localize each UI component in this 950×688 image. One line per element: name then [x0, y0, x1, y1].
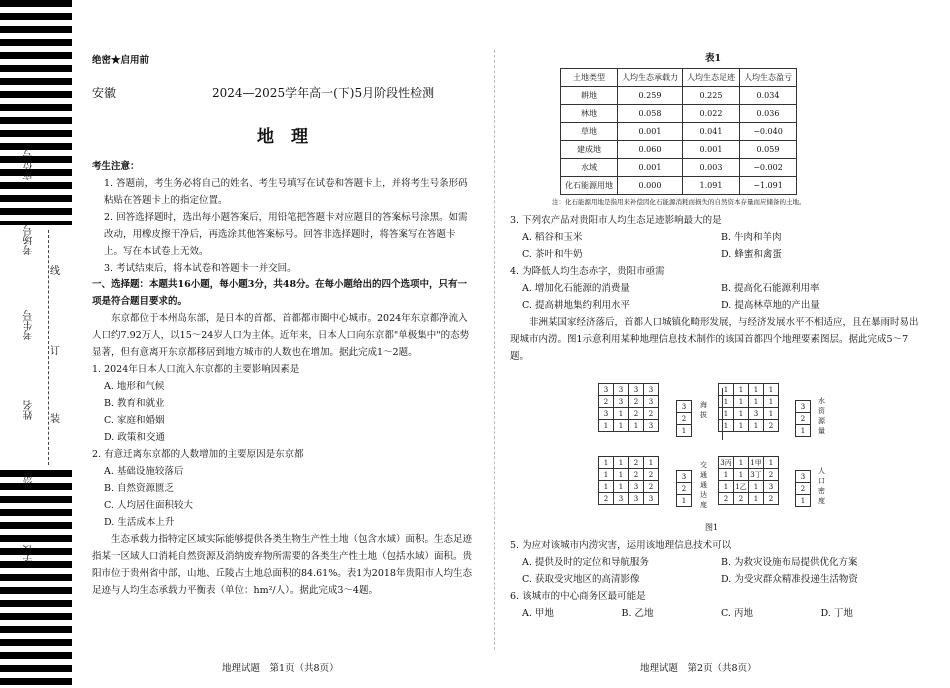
- q1-option-b[interactable]: B. 教育和就业: [104, 398, 165, 409]
- traffic-grid: [598, 456, 659, 505]
- table-row: 耕地 0.259 0.225 0.034: [561, 87, 797, 105]
- water-label: 水资源量: [818, 397, 825, 435]
- elevation-legend: [676, 400, 692, 437]
- page-2: [510, 0, 930, 688]
- grid-cell: 1: [719, 481, 734, 493]
- q1-option-a[interactable]: A. 地形和气候: [104, 381, 165, 392]
- grid-cell: 1: [764, 408, 779, 420]
- column-divider: [494, 50, 495, 650]
- grid-cell: 1: [734, 469, 749, 481]
- grid-cell: 2: [599, 493, 614, 505]
- q3-option-d[interactable]: D. 蜂蜜和禽蛋: [721, 249, 782, 260]
- legend-cell: 2: [677, 483, 692, 495]
- legend-cell: 1: [677, 425, 692, 437]
- legend-cell: 1: [796, 425, 811, 437]
- grid-cell: 2: [734, 493, 749, 505]
- grid-cell: 1: [734, 408, 749, 420]
- table-title: 表1: [705, 53, 722, 64]
- grid-cell: 2: [629, 469, 644, 481]
- q3-option-a[interactable]: A. 稻谷和玉米: [522, 232, 583, 243]
- grid-cell: 1: [764, 396, 779, 408]
- notice-item: 2. 回答选择题时，选出每小题答案后，用铅笔把答题卡对应题目的答案标号涂黑。如需改动，用橡皮擦干净后，再选涂其他答案标号。回答非选择题时，将答案写在答题卡上。写在本试卷上无效。: [104, 212, 468, 257]
- grid-cell: 3: [614, 493, 629, 505]
- q4-option-d[interactable]: D. 提高林草地的产出量: [721, 300, 820, 311]
- grid-cell: 3: [644, 420, 659, 432]
- grid-row: [719, 481, 779, 493]
- grid-row: [599, 384, 659, 396]
- q3-option-c[interactable]: C. 茶叶和牛奶: [522, 249, 583, 260]
- page-1: [92, 0, 482, 688]
- grid-cell: 1: [599, 469, 614, 481]
- table-note: 注：化石能源用地是指用来补偿因化石能源消耗而损失的自然资本存量而应储备的土地。: [552, 198, 806, 206]
- legend-cell: 3: [677, 471, 692, 483]
- grid-cell: 1: [734, 396, 749, 408]
- grid-cell: 1: [614, 408, 629, 420]
- grid-cell: 2: [644, 408, 659, 420]
- table-header: 人均生态足迹: [683, 69, 740, 87]
- grid-row: [599, 457, 659, 469]
- q5-option-b[interactable]: B. 为救灾设施布局提供优化方案: [721, 557, 858, 568]
- grid-row: [719, 457, 779, 469]
- grid-cell: 2: [599, 396, 614, 408]
- grid-row: [719, 469, 779, 481]
- population-grid: [718, 456, 779, 505]
- grid-cell: 1: [614, 457, 629, 469]
- question-3: 3. 下列农产品对贵阳市人均生态足迹影响最大的是: [510, 215, 722, 226]
- q1-option-d[interactable]: D. 政策和交通: [104, 432, 165, 443]
- student-number-label: 考生号: [24, 310, 35, 340]
- grid-cell: 1: [749, 384, 764, 396]
- table-row: 化石能源用地 0.000 1.091 −1.091: [561, 177, 797, 195]
- grid-cell: 3: [629, 481, 644, 493]
- q3-option-b[interactable]: B. 牛肉和羊肉: [721, 232, 782, 243]
- elevation-grid: [598, 383, 659, 432]
- figure-caption: 图1: [705, 523, 719, 532]
- notice-title: 考生注意：: [92, 161, 140, 172]
- grid-cell: 2: [764, 493, 779, 505]
- grid-cell: 2: [764, 469, 779, 481]
- table-row: 水域 0.001 0.003 −0.002: [561, 159, 797, 177]
- question-4: 4. 为降低人均生态赤字，贵阳市亟需: [510, 266, 665, 277]
- table-row: 草地 0.001 0.041 −0.040: [561, 123, 797, 141]
- grid-cell: 1: [719, 384, 734, 396]
- population-legend: [795, 470, 811, 507]
- grid-row: [719, 493, 779, 505]
- grid-cell: 1: [734, 420, 749, 432]
- grid-cell: 3: [629, 384, 644, 396]
- seal-bind-char: 订: [50, 346, 60, 357]
- q6-option-a[interactable]: A. 甲地: [522, 608, 554, 619]
- page-1-footer: 地理试题 第1页（共8页）: [222, 663, 339, 674]
- grid-cell: 1: [749, 481, 764, 493]
- grid-cell: 1: [644, 457, 659, 469]
- legend-cell: 3: [796, 401, 811, 413]
- grid-cell: 2: [629, 408, 644, 420]
- grid-cell: 1: [749, 420, 764, 432]
- grid-cell: 2: [644, 481, 659, 493]
- legend-cell: 3: [796, 471, 811, 483]
- grid-row: [599, 408, 659, 420]
- exam-room-label: 考场号: [24, 225, 35, 255]
- grid-cell: 1: [764, 457, 779, 469]
- grid-cell: 1: [719, 408, 734, 420]
- question-6: 6. 该城市的中心商务区最可能是: [510, 591, 646, 602]
- grid-cell: 3: [614, 384, 629, 396]
- traffic-label: 交通通达度: [700, 461, 707, 509]
- grid-cell: 2: [644, 469, 659, 481]
- table-row: 建成地 0.060 0.001 0.059: [561, 141, 797, 159]
- grid-cell: 3: [599, 408, 614, 420]
- q5-option-a[interactable]: A. 提供及时的定位和导航服务: [522, 557, 649, 568]
- barcode-stripes-top: [0, 0, 72, 225]
- q6-option-c[interactable]: C. 丙地: [721, 608, 753, 619]
- grid-cell: 1: [614, 481, 629, 493]
- traffic-legend: [676, 470, 692, 507]
- q5-option-d[interactable]: D. 为受灾群众精准投递生活物资: [721, 574, 858, 585]
- binding-strip: [0, 0, 80, 688]
- legend-cell: 2: [796, 413, 811, 425]
- grid-cell: 1: [599, 420, 614, 432]
- q2-option-c[interactable]: C. 人均居住面积较大: [104, 500, 193, 511]
- seal-fix-char: 装: [50, 414, 60, 425]
- grid-row: [599, 481, 659, 493]
- grid-row: [719, 420, 779, 432]
- section-heading: 一、选择题：本题共16小题，每小题3分，共48分。在每小题给出的四个选项中，只有一项是符合题目要求的。: [92, 279, 468, 307]
- notice-item: 3. 考试结束后，将本试卷和答题卡一并交回。: [104, 263, 297, 274]
- q4-option-b[interactable]: B. 提高化石能源利用率: [721, 283, 820, 294]
- class-label: 班级: [24, 470, 35, 490]
- grid-cell: 3: [644, 396, 659, 408]
- passage-tokyo: 东京都位于本州岛东部，是日本的首都、首都都市圈中心城市。2024年东京都净流入人口约7.92万人，以15～24岁人口为主体。近年来，日本人口向东京都"单极集中"的态势显著，但有意离开东京都移居到地方城市的人数也在增加。据此完成1～2题。: [92, 313, 470, 358]
- legend-cell: 1: [677, 495, 692, 507]
- notice-item: 1. 答题前，考生务必将自己的姓名、考生号填写在试卷和答题卡上，并将考生号条形码粘贴在答题卡上的指定位置。: [104, 178, 468, 206]
- grid-cell: 1: [734, 384, 749, 396]
- subject-title: 地 理: [257, 127, 308, 147]
- grid-cell: 1: [719, 420, 734, 432]
- region: 安徽: [92, 86, 117, 100]
- grid-cell: 1: [614, 420, 629, 432]
- q2-option-a[interactable]: A. 基础设施较落后: [104, 466, 184, 477]
- passage-africa: 非洲某国家经济落后，首都人口城镇化畸形发展，与经济发展水平不相适应，且在暴雨时易出现城市内涝。图1示意利用某种地理信息技术制作的该国首都四个地理要素图层。据此完成5～7题。: [510, 317, 919, 362]
- q6-option-b[interactable]: B. 乙地: [621, 608, 654, 619]
- grid-cell: 3: [749, 408, 764, 420]
- table-row: 林地 0.058 0.022 0.036: [561, 105, 797, 123]
- question-1: 1. 2024年日本人口流入东京都的主要影响因素是: [92, 364, 300, 375]
- secret-mark: 绝密★启用前: [92, 55, 150, 66]
- grid-cell: 1: [749, 493, 764, 505]
- eco-footprint-table: [560, 68, 797, 195]
- legend-cell: 2: [796, 483, 811, 495]
- seal-line: [48, 230, 49, 465]
- legend-cell: 3: [677, 401, 692, 413]
- q6-option-d[interactable]: D. 丁地: [820, 608, 853, 619]
- q1-option-c[interactable]: C. 家庭和婚姻: [104, 415, 165, 426]
- question-5: 5. 为应对该城市内涝灾害，运用该地理信息技术可以: [510, 540, 732, 551]
- grid-cell: 1: [749, 396, 764, 408]
- q5-option-c[interactable]: C. 获取受灾地区的高清影像: [522, 574, 640, 585]
- grid-cell: 3: [614, 396, 629, 408]
- grid-row: [599, 396, 659, 408]
- water-grid: [718, 383, 779, 432]
- school-label: 学校: [24, 545, 35, 565]
- grid-cell: 1甲: [750, 458, 762, 467]
- legend-cell: 2: [677, 413, 692, 425]
- grid-cell: 1乙: [735, 482, 747, 491]
- table-header: 土地类型: [561, 69, 618, 87]
- grid-cell: 1: [599, 481, 614, 493]
- barcode-stripes-bottom: [0, 470, 72, 688]
- grid-cell: 1: [764, 384, 779, 396]
- grid-cell: 3: [644, 493, 659, 505]
- grid-cell: 3丙: [720, 458, 732, 467]
- grid-cell: 1: [719, 396, 734, 408]
- q2-option-b[interactable]: B. 自然资源匮乏: [104, 483, 175, 494]
- population-label: 人口密度: [818, 467, 825, 505]
- grid-cell: 1: [629, 420, 644, 432]
- page-2-footer: 地理试题 第2页（共8页）: [640, 663, 757, 674]
- grid-row: [599, 469, 659, 481]
- grid-row: [599, 420, 659, 432]
- grid-cell: 1: [614, 469, 629, 481]
- exam-title: 2024—2025学年高一(下)5月阶段性检测: [212, 86, 435, 100]
- grid-row: [719, 408, 779, 420]
- grid-cell: 2: [719, 493, 734, 505]
- grid-cell: 3: [644, 384, 659, 396]
- grid-row: [599, 493, 659, 505]
- grid-cell: 3: [629, 493, 644, 505]
- grid-cell: 3: [764, 481, 779, 493]
- grid-cell: 2: [629, 457, 644, 469]
- question-2: 2. 有意迁离东京都的人数增加的主要原因是东京都: [92, 449, 304, 460]
- grid-cell: 1: [734, 457, 749, 469]
- passage-guiyang: 生态承载力指特定区域实际能够提供各类生物生产性土地（包含水域）面积。生态足迹指某一区域人口消耗自然资源及消纳废弃物所需要的各类生产性土地（包括水域）面积。贵阳市位于贵州省中部，山地、丘陵占土地总面积的84.61%。表1为2018年贵阳市人均生态足迹与人均生态承载力平衡表（单位：hm²/人）。据此完成3～4题。: [92, 534, 473, 596]
- table-header: 人均生态盈亏: [740, 69, 797, 87]
- legend-cell: 1: [796, 495, 811, 507]
- seal-line-char: 线: [50, 266, 60, 277]
- grid-cell: 2: [629, 396, 644, 408]
- grid-cell: 2: [764, 420, 779, 432]
- table-header: 人均生态承载力: [618, 69, 683, 87]
- grid-cell: 1: [719, 469, 734, 481]
- grid-row: [719, 396, 779, 408]
- grid-cell: 3: [599, 384, 614, 396]
- water-legend: [795, 400, 811, 437]
- grid-row: [719, 384, 779, 396]
- q2-option-d[interactable]: D. 生活成本上升: [104, 517, 175, 528]
- name-label: 姓名: [24, 400, 35, 420]
- grid-cell: 3丁: [750, 470, 762, 479]
- seat-number-label: 座位号: [24, 150, 35, 180]
- q4-option-a[interactable]: A. 增加化石能源的消费量: [522, 283, 630, 294]
- elevation-label: 海拔: [700, 401, 707, 419]
- grid-cell: 1: [599, 457, 614, 469]
- q4-option-c[interactable]: C. 提高耕地集约利用水平: [522, 300, 630, 311]
